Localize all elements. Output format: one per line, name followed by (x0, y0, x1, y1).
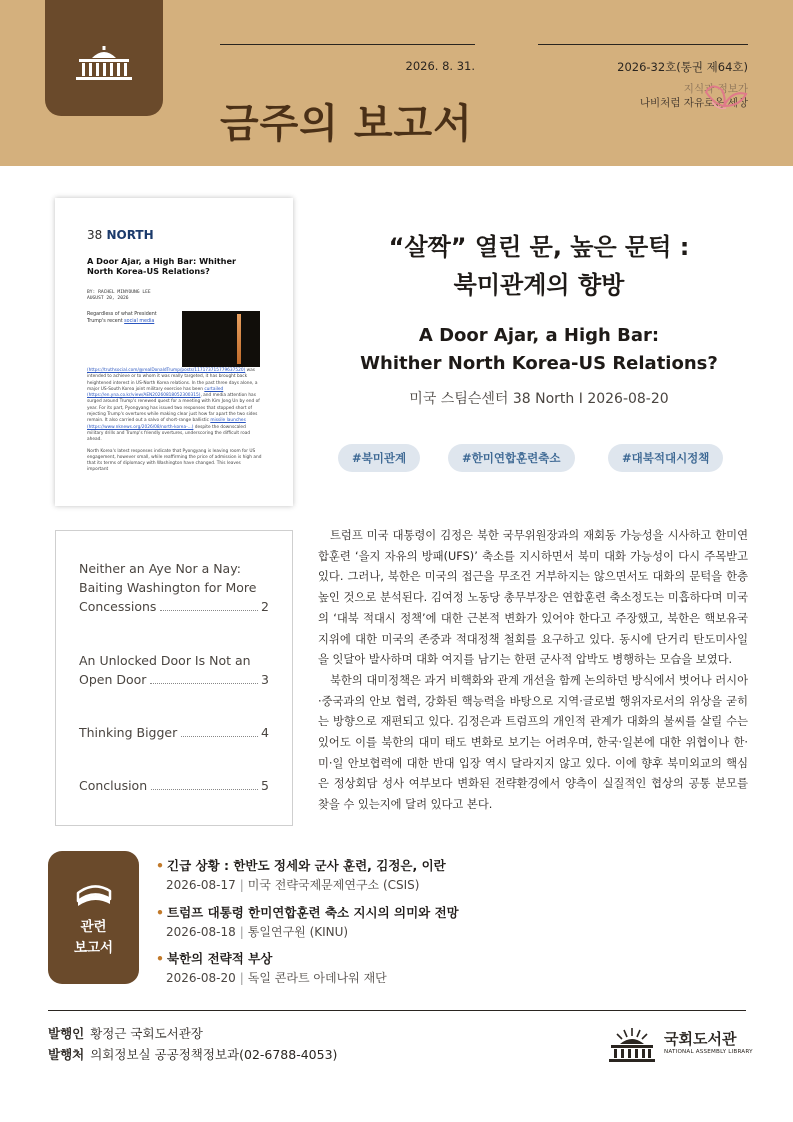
tag-list (338, 444, 738, 472)
footer-office: 발행처 의회정보실 공공정책정보과(02-6788-4053) (48, 1047, 338, 1062)
thumbnail-lead: Regardless of what President Trump's recent social media (87, 312, 157, 324)
article-summary (318, 526, 748, 816)
thumbnail-door-image (182, 311, 260, 367)
toc-item[interactable]: Neither an Aye Nor a Nay: Baiting Washington for More Concessions 2 (79, 561, 269, 614)
assembly-building-icon (73, 44, 135, 84)
related-report-item[interactable]: • 북한의 전략적 부상 2026-08-20 | 독일 콘라트 아데나워 재단 (156, 951, 387, 985)
thumbnail-title: A Door Ajar, a High Bar: Whither North Korea-US Relations? (87, 256, 237, 276)
logo-tab (45, 0, 163, 116)
tag-chip[interactable]: #한미연합훈련축소 (448, 444, 575, 472)
issue-number: 2026-32호(통권 제64호) (617, 60, 748, 74)
related-report-title: 긴급 상황 : 한반도 정세와 군사 훈련, 김정은, 이란 (167, 858, 446, 873)
article-title-ko: “살짝” 열린 문, 높은 문턱 : 북미관계의 향방 (388, 233, 690, 299)
org-name: 국회도서관 (664, 1030, 737, 1048)
slogan-line-1: 지식과 정보가 (683, 83, 748, 95)
report-thumbnail[interactable] (55, 198, 293, 506)
toc-page: 3 (261, 672, 269, 687)
table-of-contents (55, 530, 293, 826)
tag-chip[interactable]: #대북적대시정책 (608, 444, 723, 472)
toc-item[interactable]: An Unlocked Door Is Not an Open Door 3 (79, 653, 269, 687)
related-report-title: 트럼프 대통령 한미연합훈련 축소 지시의 의미와 전망 (167, 905, 459, 920)
toc-item[interactable]: Thinking Bigger 4 (79, 725, 269, 740)
publish-date: 2026. 8. 31. (405, 59, 475, 73)
footer-publisher: 발행인 황정근 국회도서관장 (48, 1026, 203, 1041)
butterfly-icon (702, 80, 750, 114)
thumbnail-brand: 38 NORTH (87, 228, 154, 242)
related-report-title: 북한의 전략적 부상 (167, 951, 273, 966)
toc-page: 4 (261, 725, 269, 740)
article-source: 미국 스팀슨센터 38 North Ι 2026-08-20 (409, 391, 669, 407)
article-title-en: A Door Ajar, a High Bar: Whither North Korea-US Relations? (360, 325, 718, 374)
org-name-en: NATIONAL ASSEMBLY LIBRARY (664, 1049, 753, 1055)
toc-page: 5 (261, 778, 269, 793)
thumbnail-body: (https://truthsocial.com/@realDonaldTrump/posts/117173715779637520) was intended to achieve or to whom it was really targeted, it has brought back heightened interest in US-North Korea relations. In the past three days alone, a major US-South Korea joint military exercise has been curtailed (https://en.yna.co.kr/view/AEN20260818052300315), and media attention has surged around Trump's renewed quest for a meeting with Kim Jong Un by end of year. For its part, Pyongyang has issued two responses that stopped short of rejecting Trump's overtures while making clear just how far apart the two sides remain. It also carried out a salvo of short-range ballistic missile launches (https://www.nknews.org/2026/08/north-korea-...) despite the downscaled military drills and Trump's friendly overtures, underscoring the difficult road ahead. North Korea's latest responses indicate that Pyongyang is leaving room for US engagement, however small, while reaffirming the price of admission is high and that its terms of diplomacy with Washington have changed. This leaves important (87, 368, 262, 473)
thumbnail-byline: BY: RACHEL MINYOUNG LEE AUGUST 20, 2026 (87, 290, 151, 301)
summary-paragraph: 트럼프 미국 대통령이 김정은 북한 국무위원장과의 재회동 가능성을 시사하고 한미연합훈련 ‘을지 자유의 방패(UFS)’ 축소를 지시하면서 북미 대화 가능성이 다시 주목받고 있다. 그러나, 북한은 미국의 접근을 무조건 거부하지는 않으면서도 대화의 문턱을 한층 높인 것으로 분석된다. 김여정 노동당 총무부장은 연합훈련 축소정도는 미흡하다며 미국의 ‘대북 적대시 정책’에 대한 근본적 변화가 있어야 한다고 주장했고, 북한은 핵보유국 지위에 대한 미국의 존중과 적대정책 철회를 요구하고 있다. 동시에 단거리 탄도미사일을 잇달아 발사하며 대화 여지를 남기는 한편 군사적 압박도 병행하는 모습을 보였다. (318, 529, 748, 667)
toc-page: 2 (261, 599, 269, 614)
summary-paragraph: 북한의 대미정책은 과거 비핵화와 관계 개선을 함께 논의하던 방식에서 벗어나 러시아·중국과의 안보 협력, 강화된 핵능력을 바탕으로 지역·글로벌 행위자로서의 위상을 굳히는 방향으로 재편되고 있다. 김정은과 트럼프의 개인적 관계가 대화의 불씨를 살릴 수는 있어도 이를 북한의 대미 태도 변화로 보기는 어려우며, 한국·일본에 대한 위협이나 한·미·일 안보협력에 대한 반대 입장 역시 달라지지 않고 있다. 이에 향후 북미외교의 핵심은 정상회담 성사 여부보다 변화된 전략환경에서 양측이 실질적인 협상의 공통 분모를 찾을 수 있는지에 달려 있다고 본다. (318, 673, 748, 812)
tag-chip[interactable]: #북미관계 (338, 444, 420, 472)
library-building-icon (606, 1024, 658, 1064)
header-rule-left (220, 44, 475, 45)
related-report-item[interactable]: • 트럼프 대통령 한미연합훈련 축소 지시의 의미와 전망 2026-08-18 | 통일연구원 (KINU) (156, 905, 459, 939)
page-title: 금주의 보고서 (220, 101, 473, 147)
book-icon (74, 877, 114, 909)
header-rule-right (538, 44, 748, 45)
toc-item[interactable]: Conclusion 5 (79, 778, 269, 793)
slogan-line-2: 나비처럼 자유로운 세상 (639, 97, 748, 109)
footer-rule (48, 1010, 746, 1011)
related-report-item[interactable]: • 긴급 상황 : 한반도 정세와 군사 훈련, 김정은, 이란 2026-08-17 | 미국 전략국제문제연구소 (CSIS) (156, 858, 446, 892)
related-reports-label: 관련 보고서 (48, 851, 139, 984)
